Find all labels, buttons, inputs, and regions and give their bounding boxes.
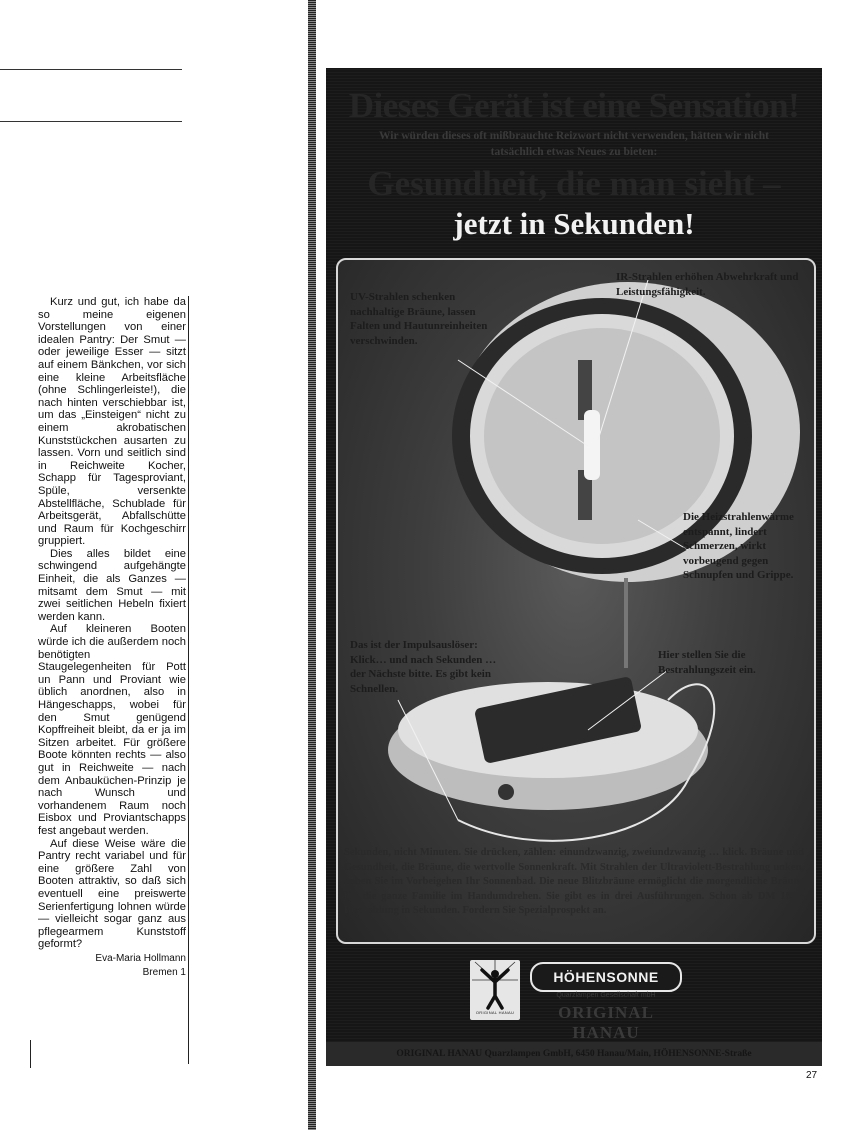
horizontal-rule-top xyxy=(0,69,182,70)
horizontal-rule-second xyxy=(0,121,182,122)
brand-subtitle: Quarzlampen Gesellschaft mbH xyxy=(556,992,656,999)
brand-original-hanau: ORIGINAL HANAU xyxy=(558,1003,654,1042)
sunlamp-illustration xyxy=(338,260,814,942)
callout-ir-rays: IR-Strahlen erhöhen Abwehrkraft und Leistungsfähigkeit. xyxy=(616,271,799,298)
lamp-stand xyxy=(624,578,628,668)
callout-uv-rays: UV-Strahlen schenken nachhaltige Bräune, lassen Falten und Hautunreinheiten verschwinden. xyxy=(350,291,488,347)
article-author: Eva-Maria Hollmann xyxy=(95,952,186,964)
callout-timer-setting: Hier stellen Sie die Bestrahlungszeit ein. xyxy=(658,649,756,676)
hoehensonne-advertisement xyxy=(326,68,822,1066)
ad-headline-seconds: jetzt in Sekunden! xyxy=(453,206,695,241)
article-paragraph-4: Auf diese Weise wäre die Pantry recht variabel und für eine größere Zahl von Booten attraktiv, so daß sich eventuell eine preiswerte Serienfertigung lohnen würde — vielleicht sogar ganz aus pflegearmem Kunststoff geformt? xyxy=(38,837,186,951)
brand-hoehensonne: HÖHENSONNE xyxy=(530,962,682,992)
ad-headline: Dieses Gerät ist eine Sensation! xyxy=(348,86,800,125)
product-photo xyxy=(336,258,816,944)
column-divider xyxy=(188,296,189,1064)
callout-impulse-trigger: Das ist der Impulsauslöser: Klick… und nach Sekunden … der Nächste bitte. Es gibt kein Schnellen. xyxy=(350,639,497,695)
original-hanau-logo xyxy=(470,960,520,1020)
ad-body-copy: Sekunden, nicht Minuten. Sie drücken, zählen: einundzwanzig, zweiundzwanzig … klick. Bräune und Gesundheit, die Bräune, die wertvolle Sonnenkraft. Mit Strahlen der Ultraviolett-Bestrahlung unken, haben Sie im Vorbeigehen Ihr Sonnenbad. Die neue Blitzbräune ermöglicht die morgendliche Bräune für die ganze Familie im Handumdrehen. Sie gibt es in drei Ausführungen. Schon ab DM 189,– Bestrahlung in Sekunden. Fordern Sie Spezialprospekt an. xyxy=(344,847,804,916)
figure-icon xyxy=(470,960,520,1010)
ad-footer-address: ORIGINAL HANAU Quarzlampen GmbH, 6450 Hanau/Main, HÖHENSONNE-Straße xyxy=(326,1042,822,1066)
article-city: Bremen 1 xyxy=(142,966,186,978)
column-divider-left xyxy=(30,1040,31,1068)
ad-headline-health: Gesundheit, die man sieht – xyxy=(367,164,781,203)
base-button xyxy=(498,784,514,800)
article-paragraph-2: Dies alles bildet eine schwingend aufgehängte Einheit, die als Ganzes — mitsamt dem Smut — mit zwei seitlichen Hebeln fixiert werden kann. xyxy=(38,547,186,623)
left-page xyxy=(0,0,308,1130)
reader-letter-article xyxy=(38,296,186,979)
ad-subline: Wir würden dieses oft mißbrauchte Reizwort nicht verwenden, hätten wir nicht tatsächlich etwas Neues zu bieten: xyxy=(378,130,770,158)
binding-gutter xyxy=(308,0,316,1130)
callout-heat-rays: Die Heizstrahlenwärme entspannt, lindert Schmerzen, wirkt vorbeugend gegen Schnupfen und Grippe. xyxy=(683,511,794,581)
article-paragraph-3: Auf kleineren Booten würde ich die außerdem noch benötigten Staugelegenheiten für Pott un Pann und Proviant wie üblich anordnen, also in Hängeschapps, wobei für den Smut genügend Kopffreiheit bleibt, da er ja im Sitzen arbeitet. Für größere Boote könnten rechts — also gut in Reichweite — nach dem Anbauküchen-Prinzip je nach Wunsch und vorhandenem Raum noch Eisbox und Proviantschapps fest angebaut werden. xyxy=(38,623,186,837)
article-paragraph-1: Kurz und gut, ich habe da so meine eigenen Vorstellungen von einer idealen Pantry: Der Smut — oder jeweilige Esser — sitzt auf einem Bänkchen, vor sich eine kleine Arbeitsfläche (ohne Schlingerleiste!), die nach hinten verschiebbar ist, um das „Einsteigen“ nicht zu einem akrobatischen Kunststückchen ausarten zu lassen. Vorn und seitlich sind in Reichweite Kocher, Schapp für Tagesproviant, Spüle, versenkte Abstellfläche, Schublade für Arbeitsgerät, Abfallschütte und Raum für Kochgeschirr gruppiert. xyxy=(38,296,186,548)
page-number: 27 xyxy=(806,1070,818,1081)
logo-caption: ORIGINAL HANAU xyxy=(475,1010,515,1015)
